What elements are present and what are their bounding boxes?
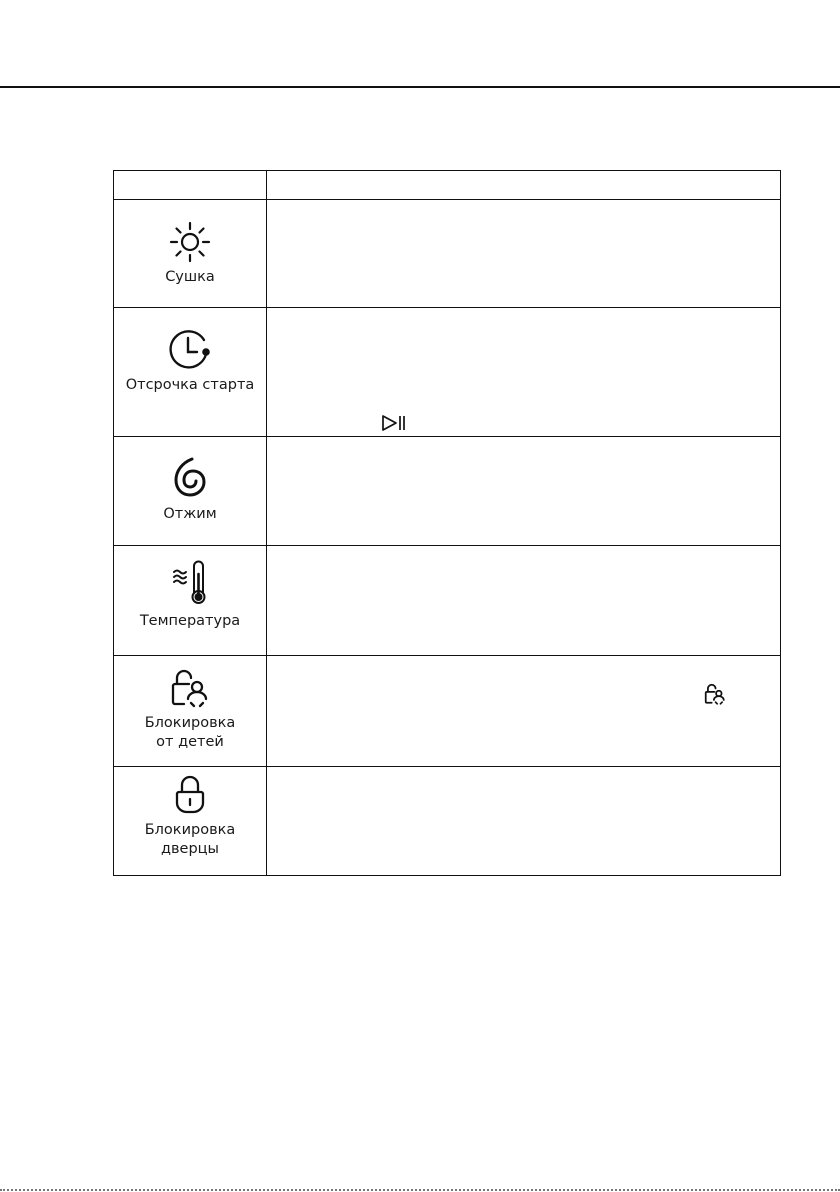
row-label-line-1: Блокировка bbox=[144, 822, 236, 838]
description-cell bbox=[267, 546, 781, 656]
description-cell bbox=[267, 200, 781, 308]
header-cell-description bbox=[267, 171, 781, 200]
description-cell bbox=[267, 767, 781, 876]
row-label: Температура bbox=[139, 613, 241, 629]
icon-cell bbox=[114, 437, 267, 546]
table-row bbox=[114, 437, 781, 546]
row-label-line-1: Блокировка bbox=[144, 715, 236, 731]
row-label: Сушка bbox=[165, 269, 215, 285]
row-label-line-2: от детей bbox=[156, 734, 224, 750]
row-label: Отжим bbox=[163, 506, 217, 522]
child-lock-icon bbox=[168, 668, 212, 708]
table-row bbox=[114, 200, 781, 308]
icon-cell bbox=[114, 546, 267, 656]
play-pause-icon bbox=[381, 414, 407, 432]
sun-icon bbox=[168, 220, 212, 264]
child-lock-icon bbox=[703, 682, 727, 706]
icon-cell bbox=[114, 200, 267, 308]
door-lock-icon bbox=[172, 775, 208, 815]
description-cell bbox=[267, 656, 781, 767]
header-cell-icon bbox=[114, 171, 267, 200]
row-label-line-2: дверцы bbox=[160, 841, 219, 857]
function-table bbox=[113, 170, 781, 876]
table-row bbox=[114, 546, 781, 656]
clock-icon bbox=[166, 328, 214, 372]
spiral-icon bbox=[170, 455, 210, 499]
thermometer-icon bbox=[170, 560, 210, 604]
table-row bbox=[114, 656, 781, 767]
icon-cell bbox=[114, 767, 267, 876]
row-label: Отсрочка старта bbox=[125, 377, 255, 393]
icon-cell bbox=[114, 656, 267, 767]
table-header-row bbox=[114, 171, 781, 200]
icon-cell bbox=[114, 308, 267, 437]
table-row bbox=[114, 767, 781, 876]
description-cell bbox=[267, 437, 781, 546]
bottom-dotted-rule bbox=[0, 1189, 840, 1191]
top-rule bbox=[0, 86, 840, 88]
description-cell bbox=[267, 308, 781, 437]
table-row bbox=[114, 308, 781, 437]
